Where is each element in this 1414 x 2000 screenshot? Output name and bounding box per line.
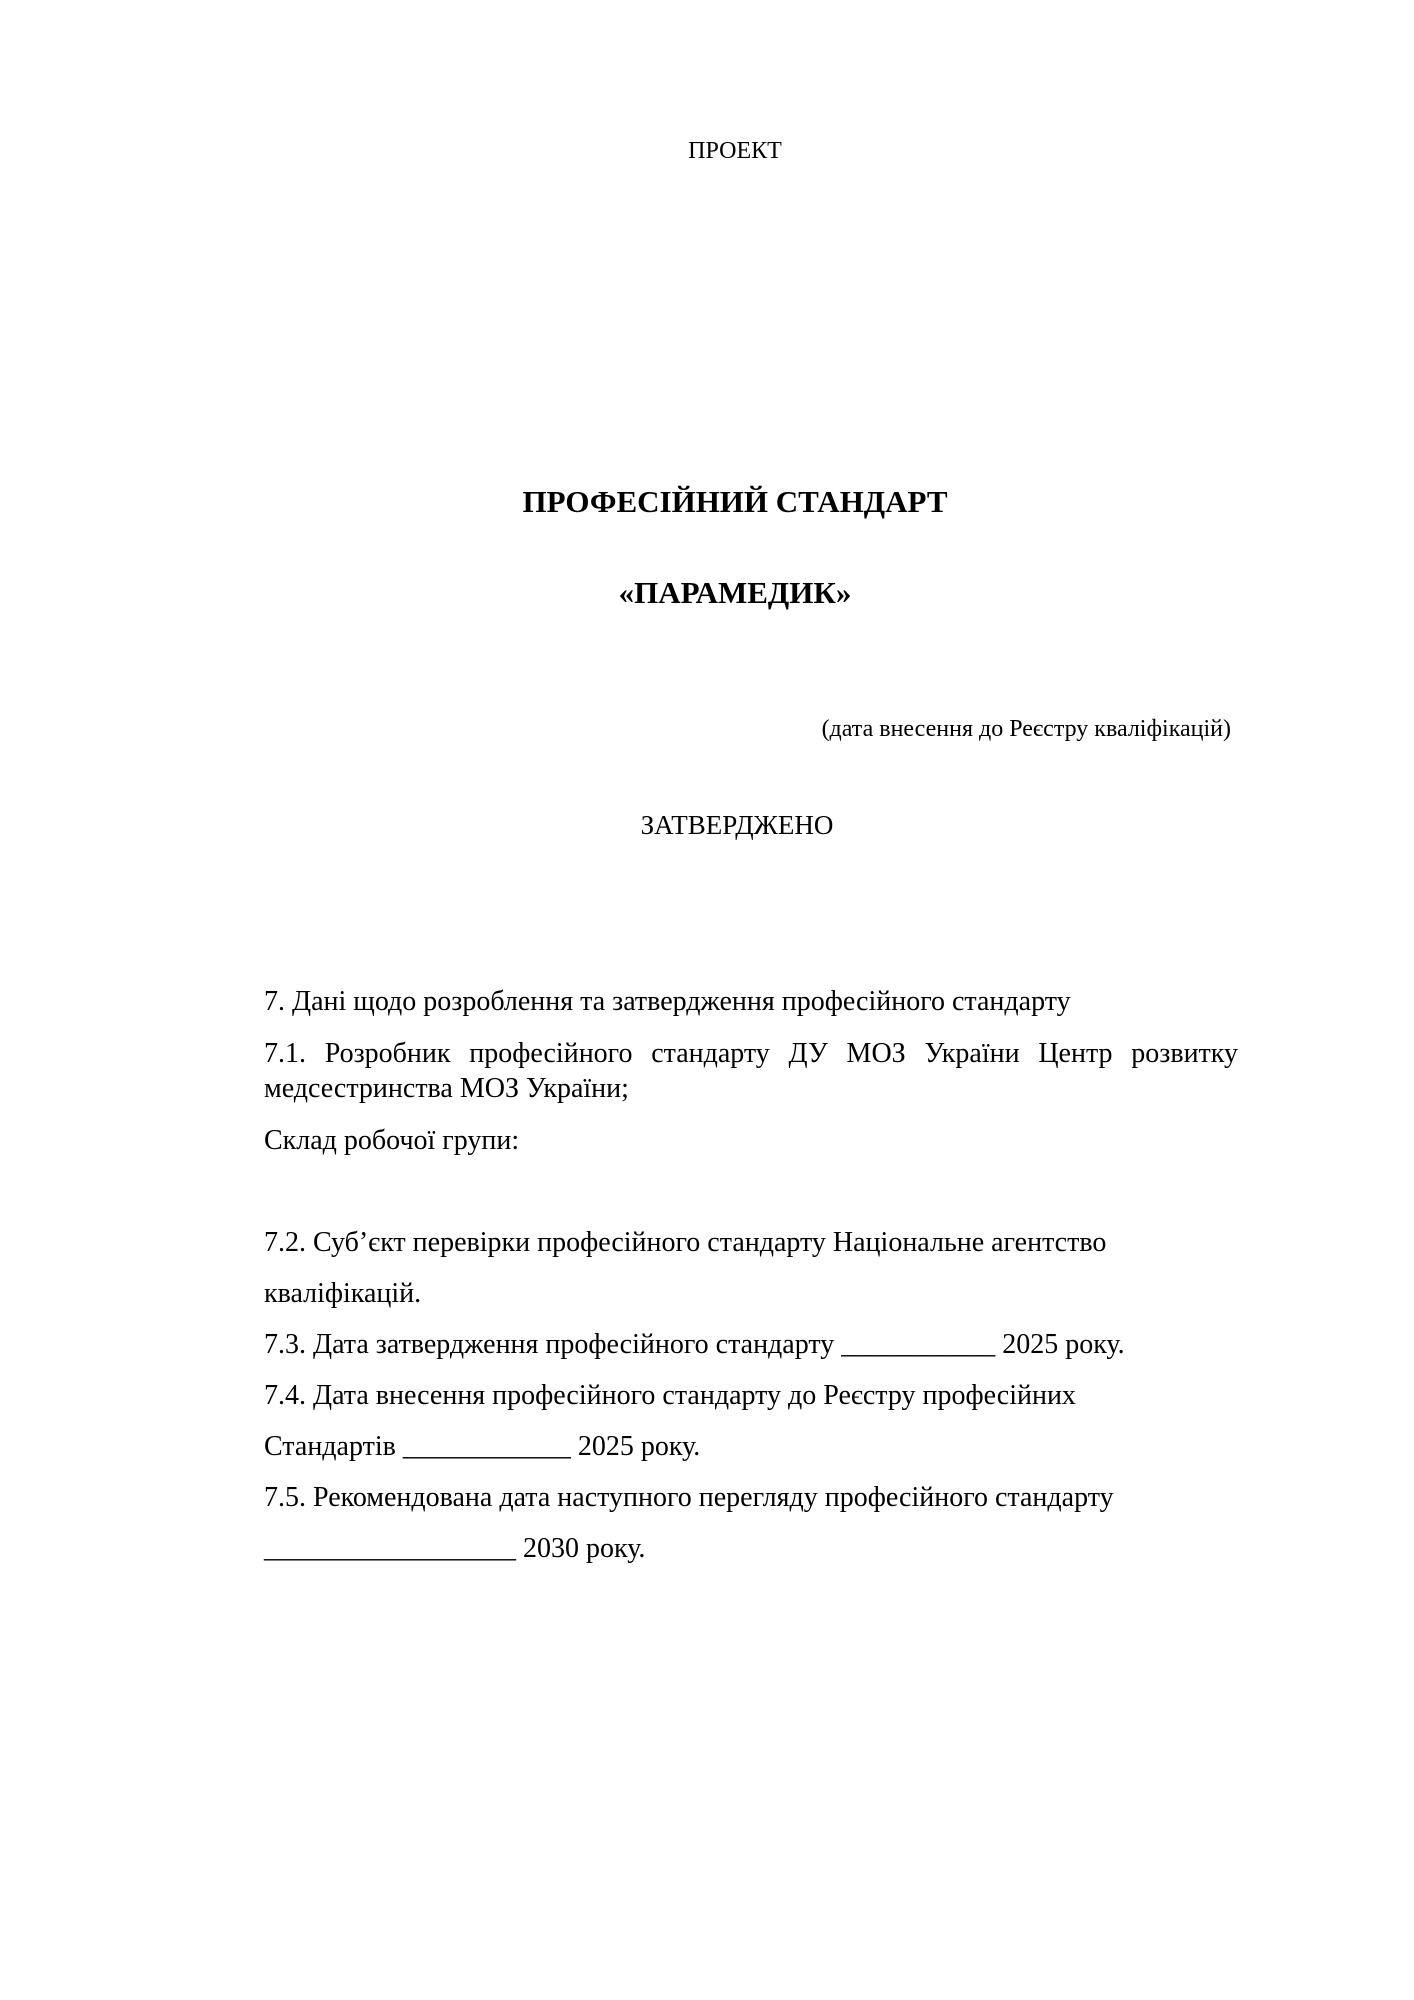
working-group-label: Склад робочої групи: <box>264 1125 520 1156</box>
approved-label: ЗАТВЕРДЖЕНО <box>640 810 834 840</box>
item-7-2-line2: кваліфікацій. <box>264 1278 422 1309</box>
section-7-heading: 7. Дані щодо розроблення та затвердження професійного стандарту <box>264 986 1071 1017</box>
standard-name: «ПАРАМЕДИК» <box>618 575 852 610</box>
document-title: ПРОФЕСІЙНИЙ СТАНДАРТ <box>522 484 948 519</box>
item-7-3: 7.3. Дата затвердження професійного стандарту ___________ 2025 року. <box>264 1329 1125 1360</box>
item-7-2-line1: 7.2. Суб’єкт перевірки професійного стандарту Національне агентство <box>264 1227 1107 1258</box>
item-7-5-line2: __________________ 2030 року. <box>264 1533 646 1564</box>
register-date-note: (дата внесення до Реєстру кваліфікацій) <box>821 716 1231 742</box>
item-7-5-line1: 7.5. Рекомендована дата наступного перегляду професійного стандарту <box>264 1482 1114 1513</box>
item-7-4-line1: 7.4. Дата внесення професійного стандарту до Реєстру професійних <box>264 1380 1076 1411</box>
item-7-4-line2: Стандартів ____________ 2025 року. <box>264 1431 701 1462</box>
item-7-1-line2: медсестринства МОЗ України; <box>264 1073 629 1104</box>
item-7-1-line1: 7.1. Розробник професійного стандарту ДУ МОЗ України Центр розвитку <box>264 1038 1238 1069</box>
draft-label: ПРОЕКТ <box>688 138 782 164</box>
